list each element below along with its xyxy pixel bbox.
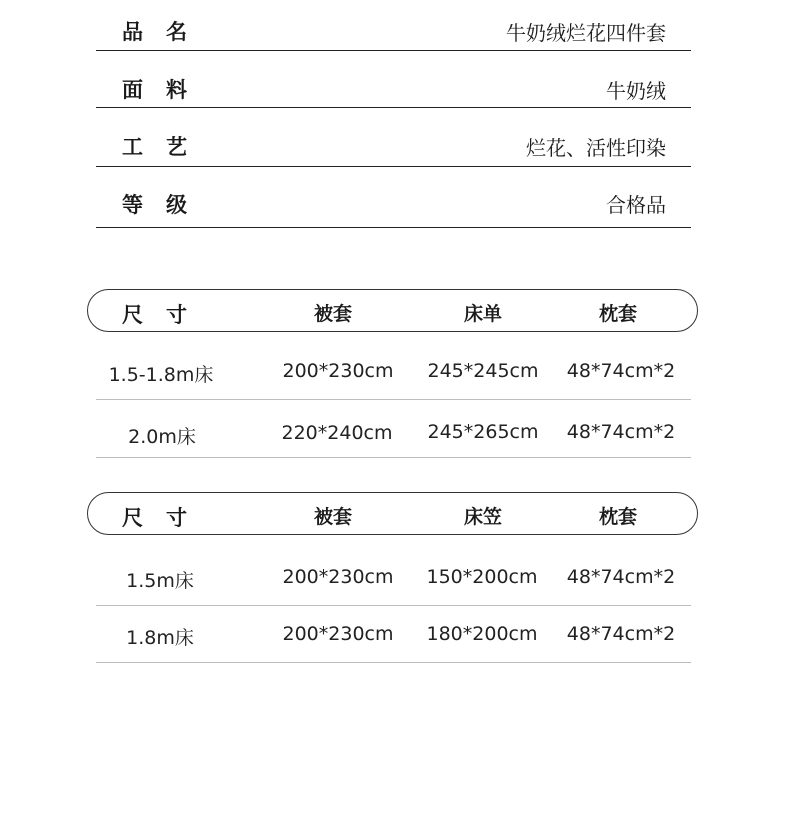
- table-row: [96, 334, 691, 400]
- spec-value: 牛奶绒: [606, 79, 666, 103]
- spec-value: 烂花、活性印染: [526, 136, 666, 160]
- cell-duvet: 200*230cm: [282, 566, 394, 588]
- spec-row-fabric: [96, 51, 691, 108]
- header-pillowcase: 枕套: [598, 506, 638, 528]
- header-duvet: 被套: [313, 303, 353, 325]
- spec-label: 品名: [122, 20, 210, 44]
- spec-value: 牛奶绒烂花四件套: [506, 21, 666, 45]
- cell-pillowcase: 48*74cm*2: [566, 623, 676, 645]
- header-pillowcase: 枕套: [598, 303, 638, 325]
- header-sheet: 床单: [463, 303, 503, 325]
- spec-row-name: [96, 0, 691, 51]
- cell-fitted-sheet: 150*200cm: [426, 566, 538, 588]
- cell-sheet: 245*245cm: [427, 360, 539, 382]
- spec-label: 等级: [122, 193, 210, 217]
- cell-size: 1.8m床: [126, 627, 194, 649]
- spec-row-craft: [96, 108, 691, 167]
- cell-duvet: 200*230cm: [282, 623, 394, 645]
- table-header: [87, 289, 698, 332]
- table-row: [96, 606, 691, 663]
- spec-label: 面料: [122, 78, 210, 102]
- spec-label: 工艺: [122, 135, 210, 159]
- cell-pillowcase: 48*74cm*2: [566, 421, 676, 443]
- cell-size: 1.5m床: [126, 570, 194, 592]
- table-row: [96, 537, 691, 606]
- header-size: 尺寸: [122, 506, 210, 530]
- header-duvet: 被套: [313, 506, 353, 528]
- header-fitted-sheet: 床笠: [463, 506, 503, 528]
- cell-sheet: 245*265cm: [427, 421, 539, 443]
- table-row: [96, 400, 691, 458]
- cell-size: 1.5-1.8m床: [108, 364, 214, 386]
- cell-fitted-sheet: 180*200cm: [426, 623, 538, 645]
- table-header: [87, 492, 698, 535]
- spec-row-grade: [96, 167, 691, 228]
- cell-duvet: 200*230cm: [282, 360, 394, 382]
- cell-size: 2.0m床: [128, 426, 196, 448]
- cell-pillowcase: 48*74cm*2: [566, 566, 676, 588]
- cell-pillowcase: 48*74cm*2: [566, 360, 676, 382]
- cell-duvet: 220*240cm: [281, 422, 393, 444]
- spec-value: 合格品: [606, 193, 666, 217]
- header-size: 尺寸: [122, 303, 210, 327]
